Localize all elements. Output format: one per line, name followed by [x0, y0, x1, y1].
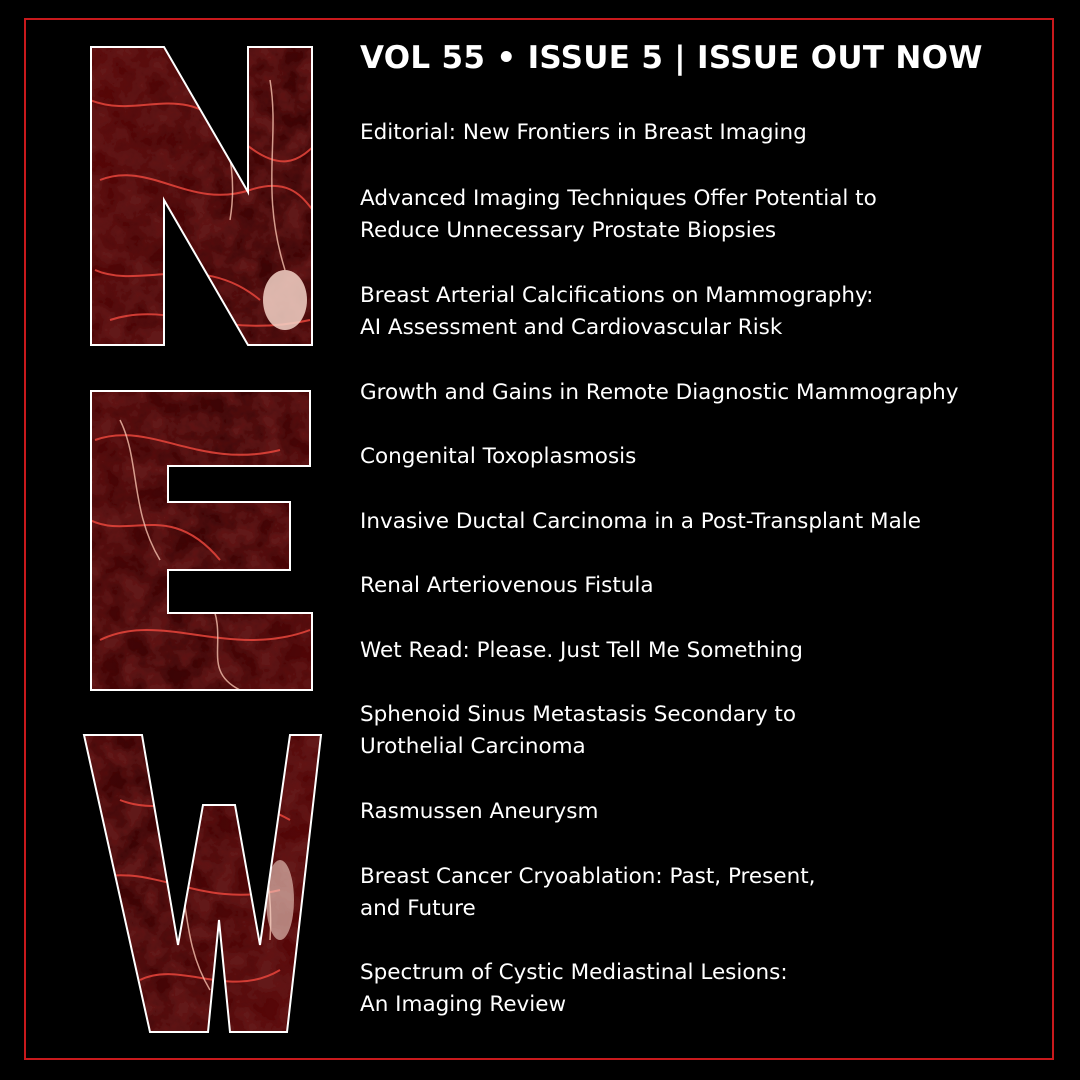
article-title-line: Rasmussen Aneurysm [360, 799, 599, 824]
article-title-line: Wet Read: Please. Just Tell Me Something [360, 638, 803, 663]
article-item[interactable] [360, 699, 796, 763]
article-item[interactable] [360, 441, 636, 473]
article-item[interactable] [360, 861, 815, 925]
article-title-line: Urothelial Carcinoma [360, 734, 586, 759]
article-title-line: AI Assessment and Cardiovascular Risk [360, 315, 783, 340]
article-title-line: Breast Arterial Calcifications on Mammography: [360, 283, 874, 308]
article-title-line: Spectrum of Cystic Mediastinal Lesions: [360, 960, 788, 985]
article-item[interactable] [360, 117, 807, 149]
article-title-line: Reduce Unnecessary Prostate Biopsies [360, 218, 777, 243]
article-title-line: Invasive Ductal Carcinoma in a Post-Transplant Male [360, 509, 921, 534]
article-title-line: Breast Cancer Cryoablation: Past, Present, [360, 864, 816, 889]
article-title-line: Sphenoid Sinus Metastasis Secondary to [360, 702, 796, 727]
article-item[interactable] [360, 957, 788, 1021]
issue-header: VOL 55 • ISSUE 5 | ISSUE OUT NOW [360, 40, 983, 76]
article-title-line: and Future [360, 896, 476, 921]
article-title-line: Growth and Gains in Remote Diagnostic Mammography [360, 380, 959, 405]
article-title-line: Renal Arteriovenous Fistula [360, 573, 654, 598]
article-item[interactable] [360, 506, 921, 538]
new-letters-graphic [80, 40, 330, 1040]
article-item[interactable] [360, 796, 598, 828]
article-item[interactable] [360, 183, 877, 247]
article-item[interactable] [360, 635, 803, 667]
article-title-line: An Imaging Review [360, 992, 567, 1017]
article-item[interactable] [360, 377, 958, 409]
article-title-line: Congenital Toxoplasmosis [360, 444, 637, 469]
article-item[interactable] [360, 280, 873, 344]
article-item[interactable] [360, 570, 654, 602]
article-title-line: Editorial: New Frontiers in Breast Imaging [360, 120, 807, 145]
article-title-line: Advanced Imaging Techniques Offer Potential to [360, 186, 877, 211]
